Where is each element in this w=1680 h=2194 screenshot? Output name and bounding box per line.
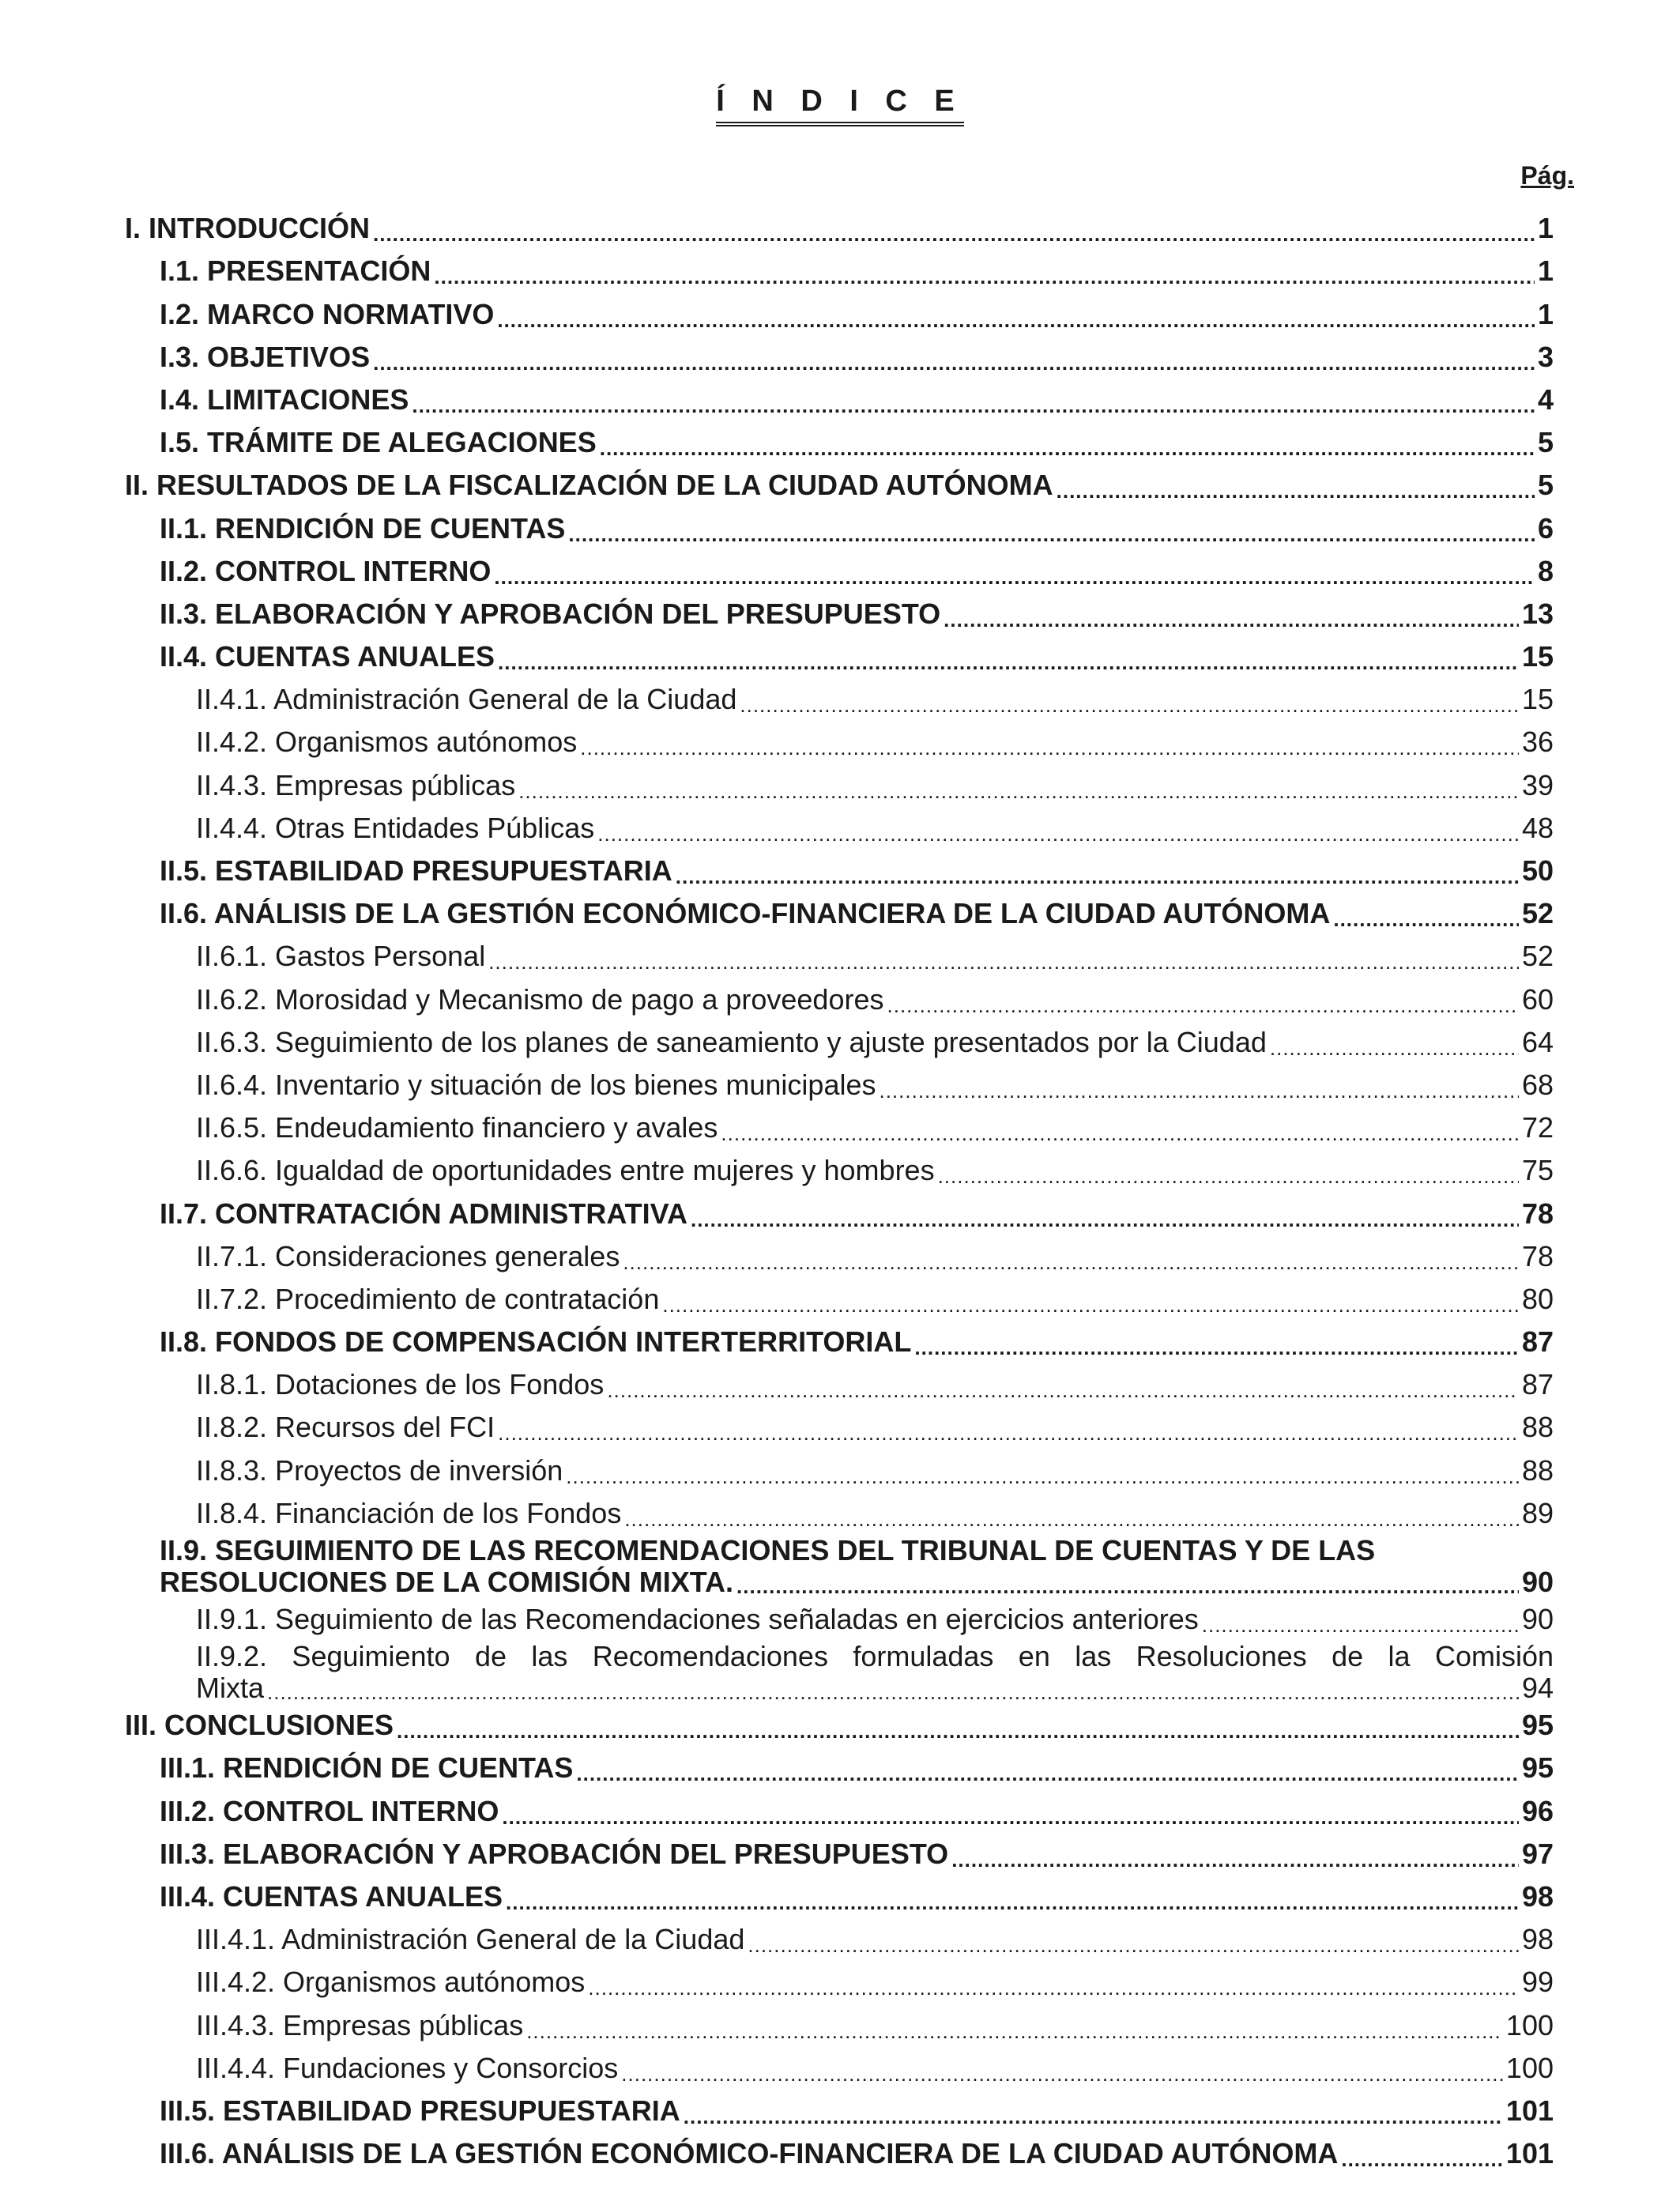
toc-entry-page: 52 [1521, 897, 1554, 930]
toc-entry[interactable] [0, 336, 1680, 379]
toc-entry[interactable] [0, 1789, 1680, 1832]
dot-leader [498, 650, 1519, 674]
toc-entry-page: 48 [1521, 811, 1554, 844]
toc-entry-page: 52 [1521, 940, 1554, 973]
toc-entry-label: II.6.1. Gastos Personal [196, 940, 486, 973]
toc-entry-page: 95 [1521, 1709, 1554, 1742]
toc-entry-label: II.8.3. Proyectos de inversión [196, 1453, 563, 1487]
toc-entry-label: II.6. ANÁLISIS DE LA GESTIÓN ECONÓMICO-FINANCIERA DE LA CIUDAD AUTÓNOMA [160, 897, 1331, 930]
toc-entry[interactable] [0, 1875, 1680, 1918]
toc-entry-label: II.4. CUENTAS ANUALES [160, 640, 495, 673]
toc-entry-page: 13 [1521, 597, 1554, 630]
toc-entry[interactable] [0, 1747, 1680, 1789]
table-of-contents [0, 207, 1680, 2175]
toc-entry-page: 97 [1521, 1837, 1554, 1870]
toc-entry-label: I. INTRODUCCIÓN [125, 212, 370, 245]
dot-leader [662, 1293, 1519, 1317]
toc-entry-label: II.5. ESTABILIDAD PRESUPUESTARIA [160, 854, 672, 887]
toc-entry-label: II.8.4. Financiación de los Fondos [196, 1496, 622, 1529]
toc-entry-label-line2: Mixta [196, 1672, 265, 1704]
toc-entry-page: 87 [1521, 1325, 1554, 1359]
toc-entry-page: 6 [1537, 511, 1554, 545]
toc-entry-page: 90 [1521, 1565, 1554, 1598]
toc-entry-page: 89 [1521, 1496, 1554, 1529]
toc-entry[interactable] [0, 635, 1680, 678]
toc-entry[interactable] [0, 1321, 1680, 1363]
dot-leader [624, 1507, 1519, 1531]
toc-entry-label: III.5. ESTABILIDAD PRESUPUESTARIA [160, 2094, 680, 2127]
toc-entry[interactable] [0, 2004, 1680, 2046]
toc-entry-page: 100 [1505, 2008, 1554, 2041]
toc-entry[interactable] [0, 1235, 1680, 1278]
toc-entry[interactable] [0, 678, 1680, 721]
toc-entry-page: 1 [1537, 297, 1554, 330]
toc-entry[interactable] [0, 2047, 1680, 2090]
toc-entry-label: II.8. FONDOS DE COMPENSACIÓN INTERTERRITORIAL [160, 1325, 912, 1359]
toc-entry[interactable] [0, 1492, 1680, 1535]
dot-leader [1333, 907, 1519, 931]
toc-entry-page: 100 [1505, 2051, 1554, 2084]
toc-entry[interactable] [0, 2132, 1680, 2175]
toc-entry[interactable] [0, 421, 1680, 464]
toc-entry[interactable] [0, 1149, 1680, 1192]
dot-leader [502, 1805, 1519, 1829]
toc-entry-label: III.4.3. Empresas públicas [196, 2008, 524, 2041]
dot-leader [267, 1680, 1519, 1704]
toc-entry-label: II.6.5. Endeudamiento financiero y avales [196, 1111, 718, 1144]
dot-leader [580, 736, 1519, 760]
toc-entry[interactable] [0, 1106, 1680, 1149]
toc-entry-page: 64 [1521, 1025, 1554, 1058]
toc-entry[interactable] [0, 207, 1680, 250]
toc-entry-page: 101 [1505, 2137, 1554, 2170]
dot-leader [721, 1122, 1519, 1145]
toc-entry[interactable] [0, 1704, 1680, 1747]
toc-entry-page: 90 [1521, 1603, 1554, 1635]
toc-entry-label: II.8.1. Dotaciones de los Fondos [196, 1368, 605, 1401]
dot-leader [1341, 2147, 1503, 2171]
toc-entry-label-line1: II.9.2. Seguimiento de las Recomendaciones formuladas en las Resoluciones de la Comisión [196, 1640, 1554, 1672]
toc-entry[interactable] [0, 1641, 1680, 1704]
toc-entry-label: II.1. RENDICIÓN DE CUENTAS [160, 511, 566, 545]
toc-entry-page: 80 [1521, 1282, 1554, 1315]
toc-entry-label: II.6.2. Morosidad y Mecanismo de pago a proveedores [196, 982, 884, 1016]
dot-leader [576, 1762, 1519, 1785]
toc-entry-page: 36 [1521, 726, 1554, 759]
dot-leader [676, 865, 1519, 888]
dot-leader [879, 1079, 1518, 1103]
toc-entry[interactable] [0, 892, 1680, 935]
dot-leader [498, 1421, 1519, 1445]
toc-entry-page: 8 [1537, 554, 1554, 587]
dot-leader [497, 308, 1535, 332]
toc-entry[interactable] [0, 850, 1680, 892]
toc-entry-page: 60 [1521, 982, 1554, 1016]
toc-entry-label: II.7. CONTRATACIÓN ADMINISTRATIVA [160, 1197, 687, 1230]
toc-entry-label: III.3. ELABORACIÓN Y APROBACIÓN DEL PRESUPUESTO [160, 1837, 949, 1870]
toc-entry-page: 98 [1521, 1879, 1554, 1913]
toc-entry-page: 88 [1521, 1411, 1554, 1444]
toc-entry[interactable] [0, 1021, 1680, 1064]
toc-entry-page: 68 [1521, 1068, 1554, 1101]
toc-entry-page: 88 [1521, 1453, 1554, 1487]
dot-leader [938, 1164, 1519, 1188]
dot-leader [691, 1208, 1519, 1231]
index-title: Í N D I C E [0, 84, 1680, 126]
toc-entry-label: I.5. TRÁMITE DE ALEGACIONES [160, 426, 597, 459]
toc-entry-label: II.7.2. Procedimiento de contratación [196, 1282, 660, 1315]
toc-entry-label: III.4.4. Fundaciones y Consorcios [196, 2051, 619, 2084]
toc-entry-page: 99 [1521, 1966, 1554, 1999]
toc-entry-label: II.4.4. Otras Entidades Públicas [196, 811, 595, 844]
toc-entry-page: 50 [1521, 854, 1554, 887]
toc-entry[interactable] [0, 807, 1680, 850]
toc-entry[interactable] [0, 1918, 1680, 1961]
toc-entry-label: II.4.3. Empresas públicas [196, 768, 516, 801]
toc-entry[interactable] [0, 250, 1680, 292]
dot-leader [1270, 1036, 1519, 1060]
dot-leader [914, 1336, 1519, 1359]
toc-entry-page: 15 [1521, 683, 1554, 716]
toc-entry-page: 72 [1521, 1111, 1554, 1144]
dot-leader [1202, 1613, 1519, 1637]
toc-entry[interactable] [0, 1363, 1680, 1406]
dot-leader [526, 2019, 1503, 2043]
toc-entry-label: III.6. ANÁLISIS DE LA GESTIÓN ECONÓMICO-FINANCIERA DE LA CIUDAD AUTÓNOMA [160, 2137, 1339, 2170]
toc-entry-label: II.4.2. Organismos autónomos [196, 726, 578, 759]
toc-entry-label: II.8.2. Recursos del FCI [196, 1411, 495, 1444]
dot-leader [397, 1719, 1519, 1743]
dot-leader [518, 779, 1519, 803]
dot-leader [1057, 479, 1535, 503]
toc-entry-label-line2: RESOLUCIONES DE LA COMISIÓN MIXTA. [160, 1565, 734, 1598]
toc-entry-page: 78 [1521, 1239, 1554, 1272]
dot-leader [373, 222, 1535, 246]
toc-entry-page: 95 [1521, 1751, 1554, 1785]
toc-entry[interactable] [0, 379, 1680, 421]
dot-leader [566, 1465, 1519, 1488]
toc-entry[interactable] [0, 935, 1680, 978]
toc-entry[interactable] [0, 507, 1680, 549]
dot-leader [684, 2105, 1503, 2128]
toc-entry-label: III.1. RENDICIÓN DE CUENTAS [160, 1751, 574, 1785]
toc-entry-label: I.3. OBJETIVOS [160, 340, 371, 373]
toc-entry-label: II.6.3. Seguimiento de los planes de saneamiento y ajuste presentados por la Ciudad [196, 1025, 1267, 1058]
toc-entry-label: II.4.1. Administración General de la Ciudad [196, 683, 737, 716]
toc-entry-page: 3 [1537, 340, 1554, 373]
toc-entry-label: I.4. LIMITACIONES [160, 383, 409, 416]
toc-entry[interactable] [0, 1833, 1680, 1875]
toc-entry[interactable] [0, 1192, 1680, 1235]
toc-entry-page: 94 [1521, 1672, 1554, 1704]
dot-leader [412, 394, 1535, 417]
dot-leader [597, 822, 1519, 846]
toc-entry-label: II.7.1. Consideraciones generales [196, 1239, 620, 1272]
dot-leader [494, 565, 1535, 589]
toc-entry-page: 4 [1537, 383, 1554, 416]
toc-entry[interactable] [0, 1064, 1680, 1106]
toc-entry[interactable] [0, 1598, 1680, 1641]
toc-entry-page: 78 [1521, 1197, 1554, 1230]
toc-entry-label: III.4. CUENTAS ANUALES [160, 1879, 503, 1913]
toc-entry[interactable] [0, 292, 1680, 335]
toc-entry[interactable] [0, 1961, 1680, 2004]
toc-entry-page: 39 [1521, 768, 1554, 801]
toc-entry-label: III.4.2. Organismos autónomos [196, 1966, 586, 1999]
dot-leader [748, 1933, 1519, 1957]
toc-entry-label: I.1. PRESENTACIÓN [160, 254, 431, 288]
toc-entry-label: III.4.1. Administración General de la Ciudad [196, 1923, 745, 1956]
dot-leader [607, 1378, 1519, 1402]
dot-leader [887, 993, 1519, 1017]
toc-entry-page: 5 [1537, 426, 1554, 459]
dot-leader [373, 351, 1535, 375]
toc-entry[interactable] [0, 763, 1680, 806]
dot-leader [588, 1976, 1519, 2000]
toc-entry-label-line1: II.9. SEGUIMIENTO DE LAS RECOMENDACIONES DEL TRIBUNAL DE CUENTAS Y DE LAS [160, 1533, 1376, 1566]
toc-entry-label: III.2. CONTROL INTERNO [160, 1794, 499, 1827]
dot-leader [944, 608, 1519, 631]
toc-entry[interactable] [0, 1406, 1680, 1449]
dot-leader [506, 1891, 1519, 1914]
toc-entry-page: 96 [1521, 1794, 1554, 1827]
toc-entry[interactable] [0, 1535, 1680, 1598]
toc-entry-page: 75 [1521, 1154, 1554, 1187]
dot-leader [951, 1848, 1519, 1872]
toc-entry[interactable] [0, 550, 1680, 593]
toc-entry-page: 1 [1537, 254, 1554, 288]
dot-leader [623, 1250, 1519, 1274]
toc-entry[interactable] [0, 978, 1680, 1020]
toc-entry-label: II.2. CONTROL INTERNO [160, 554, 492, 587]
toc-entry-label: II.6.4. Inventario y situación de los bienes municipales [196, 1068, 876, 1101]
page-column-header: Pág. [1520, 161, 1574, 190]
toc-entry-label: I.2. MARCO NORMATIVO [160, 297, 495, 330]
dot-leader [740, 693, 1519, 717]
toc-entry-label: III. CONCLUSIONES [125, 1709, 394, 1742]
dot-leader [488, 950, 1519, 974]
dot-leader [600, 436, 1535, 460]
toc-entry[interactable] [0, 593, 1680, 635]
toc-entry-label: II.6.6. Igualdad de oportunidades entre mujeres y hombres [196, 1154, 935, 1187]
dot-leader [621, 2062, 1503, 2086]
toc-entry[interactable] [0, 1278, 1680, 1321]
toc-entry[interactable] [0, 2090, 1680, 2132]
toc-entry-page: 98 [1521, 1923, 1554, 1956]
dot-leader [568, 522, 1535, 546]
toc-entry-page: 87 [1521, 1368, 1554, 1401]
dot-leader [434, 265, 1535, 288]
toc-entry-page: 101 [1505, 2094, 1554, 2127]
dot-leader [736, 1574, 1519, 1598]
toc-entry[interactable] [0, 464, 1680, 507]
toc-entry-label: II.9.1. Seguimiento de las Recomendaciones señaladas en ejercicios anteriores [196, 1603, 1199, 1635]
toc-entry-label: II.3. ELABORACIÓN Y APROBACIÓN DEL PRESUPUESTO [160, 597, 941, 630]
toc-entry[interactable] [0, 1449, 1680, 1491]
toc-entry-page: 15 [1521, 640, 1554, 673]
toc-entry[interactable] [0, 721, 1680, 763]
toc-entry-page: 5 [1537, 469, 1554, 502]
toc-entry-label: II. RESULTADOS DE LA FISCALIZACIÓN DE LA CIUDAD AUTÓNOMA [125, 469, 1053, 502]
toc-entry-page: 1 [1537, 212, 1554, 245]
